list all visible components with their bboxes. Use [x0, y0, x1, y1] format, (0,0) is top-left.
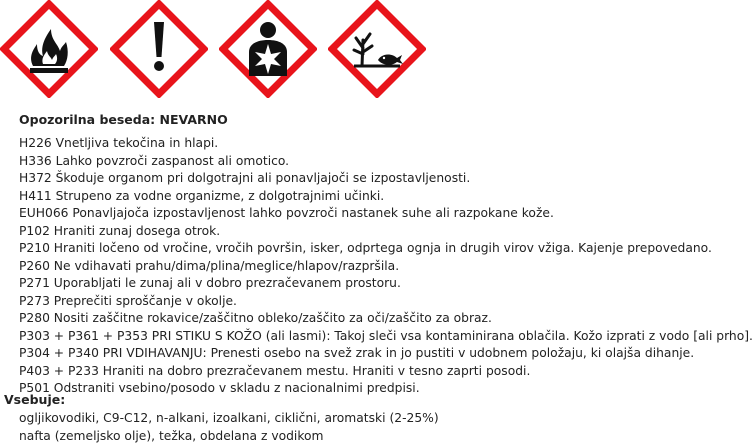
environment-icon	[328, 0, 426, 98]
statement-item: P273 Preprečiti sproščanje v okolje.	[19, 293, 237, 308]
statement-item: H372 Škoduje organom pri dolgotrajni ali ponavljajoči se izpostavljenosti.	[19, 171, 471, 185]
contains-list	[19, 410, 439, 445]
signal-word: Opozorilna beseda: NEVARNO	[19, 112, 228, 127]
statement-item: H411 Strupeno za vodne organizme, z dolgotrajnimi učinki.	[19, 188, 385, 203]
statement-item: H226 Vnetljiva tekočina in hlapi.	[19, 136, 219, 150]
contains-item: ogljikovodiki, C9-C12, n-alkani, izoalkani, ciklični, aromatski (2-25%)	[19, 411, 439, 425]
contains-label: Vsebuje:	[4, 392, 66, 407]
statement-item: P271 Uporabljati le zunaj ali v dobro prezračevanem prostoru.	[19, 276, 401, 290]
statement-item: P501 Odstraniti vsebino/posodo v skladu z nacionalnimi predpisi.	[19, 381, 420, 395]
flame-icon	[0, 0, 98, 98]
statement-item: P303 + P361 + P353 PRI STIKU S KOŽO (ali lasmi): Takoj sleči vsa kontaminirana oblačila. Kožo izprati z vodo [ali prho].	[19, 328, 753, 343]
statement-item: P210 Hraniti ločeno od vročine, vročih površin, isker, odprtega ognja in drugih virov vžiga. Kajenje prepovedano.	[19, 241, 712, 255]
statement-item: H336 Lahko povzroči zaspanost ali omotico.	[19, 153, 290, 168]
statement-item: P260 Ne vdihavati prahu/dima/plina/meglice/hlapov/razpršila.	[19, 258, 400, 273]
health-hazard-icon	[219, 0, 317, 98]
statement-item: EUH066 Ponavljajoča izpostavljenost lahko povzroči nastanek suhe ali razpokane kože.	[19, 206, 554, 220]
statement-item: P102 Hraniti zunaj dosega otrok.	[19, 223, 221, 238]
statement-item: P304 + P340 PRI VDIHAVANJU: Prenesti osebo na svež zrak in jo pustiti v udobnem položaju, ki olajša dihanje.	[19, 346, 695, 360]
contains-item: nafta (zemeljsko olje), težka, obdelana z vodikom	[19, 428, 324, 443]
ghs-pictograms	[0, 0, 755, 96]
hazard-precaution-statements	[19, 135, 753, 398]
exclamation-mark-icon	[110, 0, 208, 98]
statement-item: P280 Nositi zaščitne rokavice/zaščitno obleko/zaščito za oči/zaščito za obraz.	[19, 311, 492, 325]
statement-item: P403 + P233 Hraniti na dobro prezračevanem mestu. Hraniti v tesno zaprti posodi.	[19, 363, 531, 378]
